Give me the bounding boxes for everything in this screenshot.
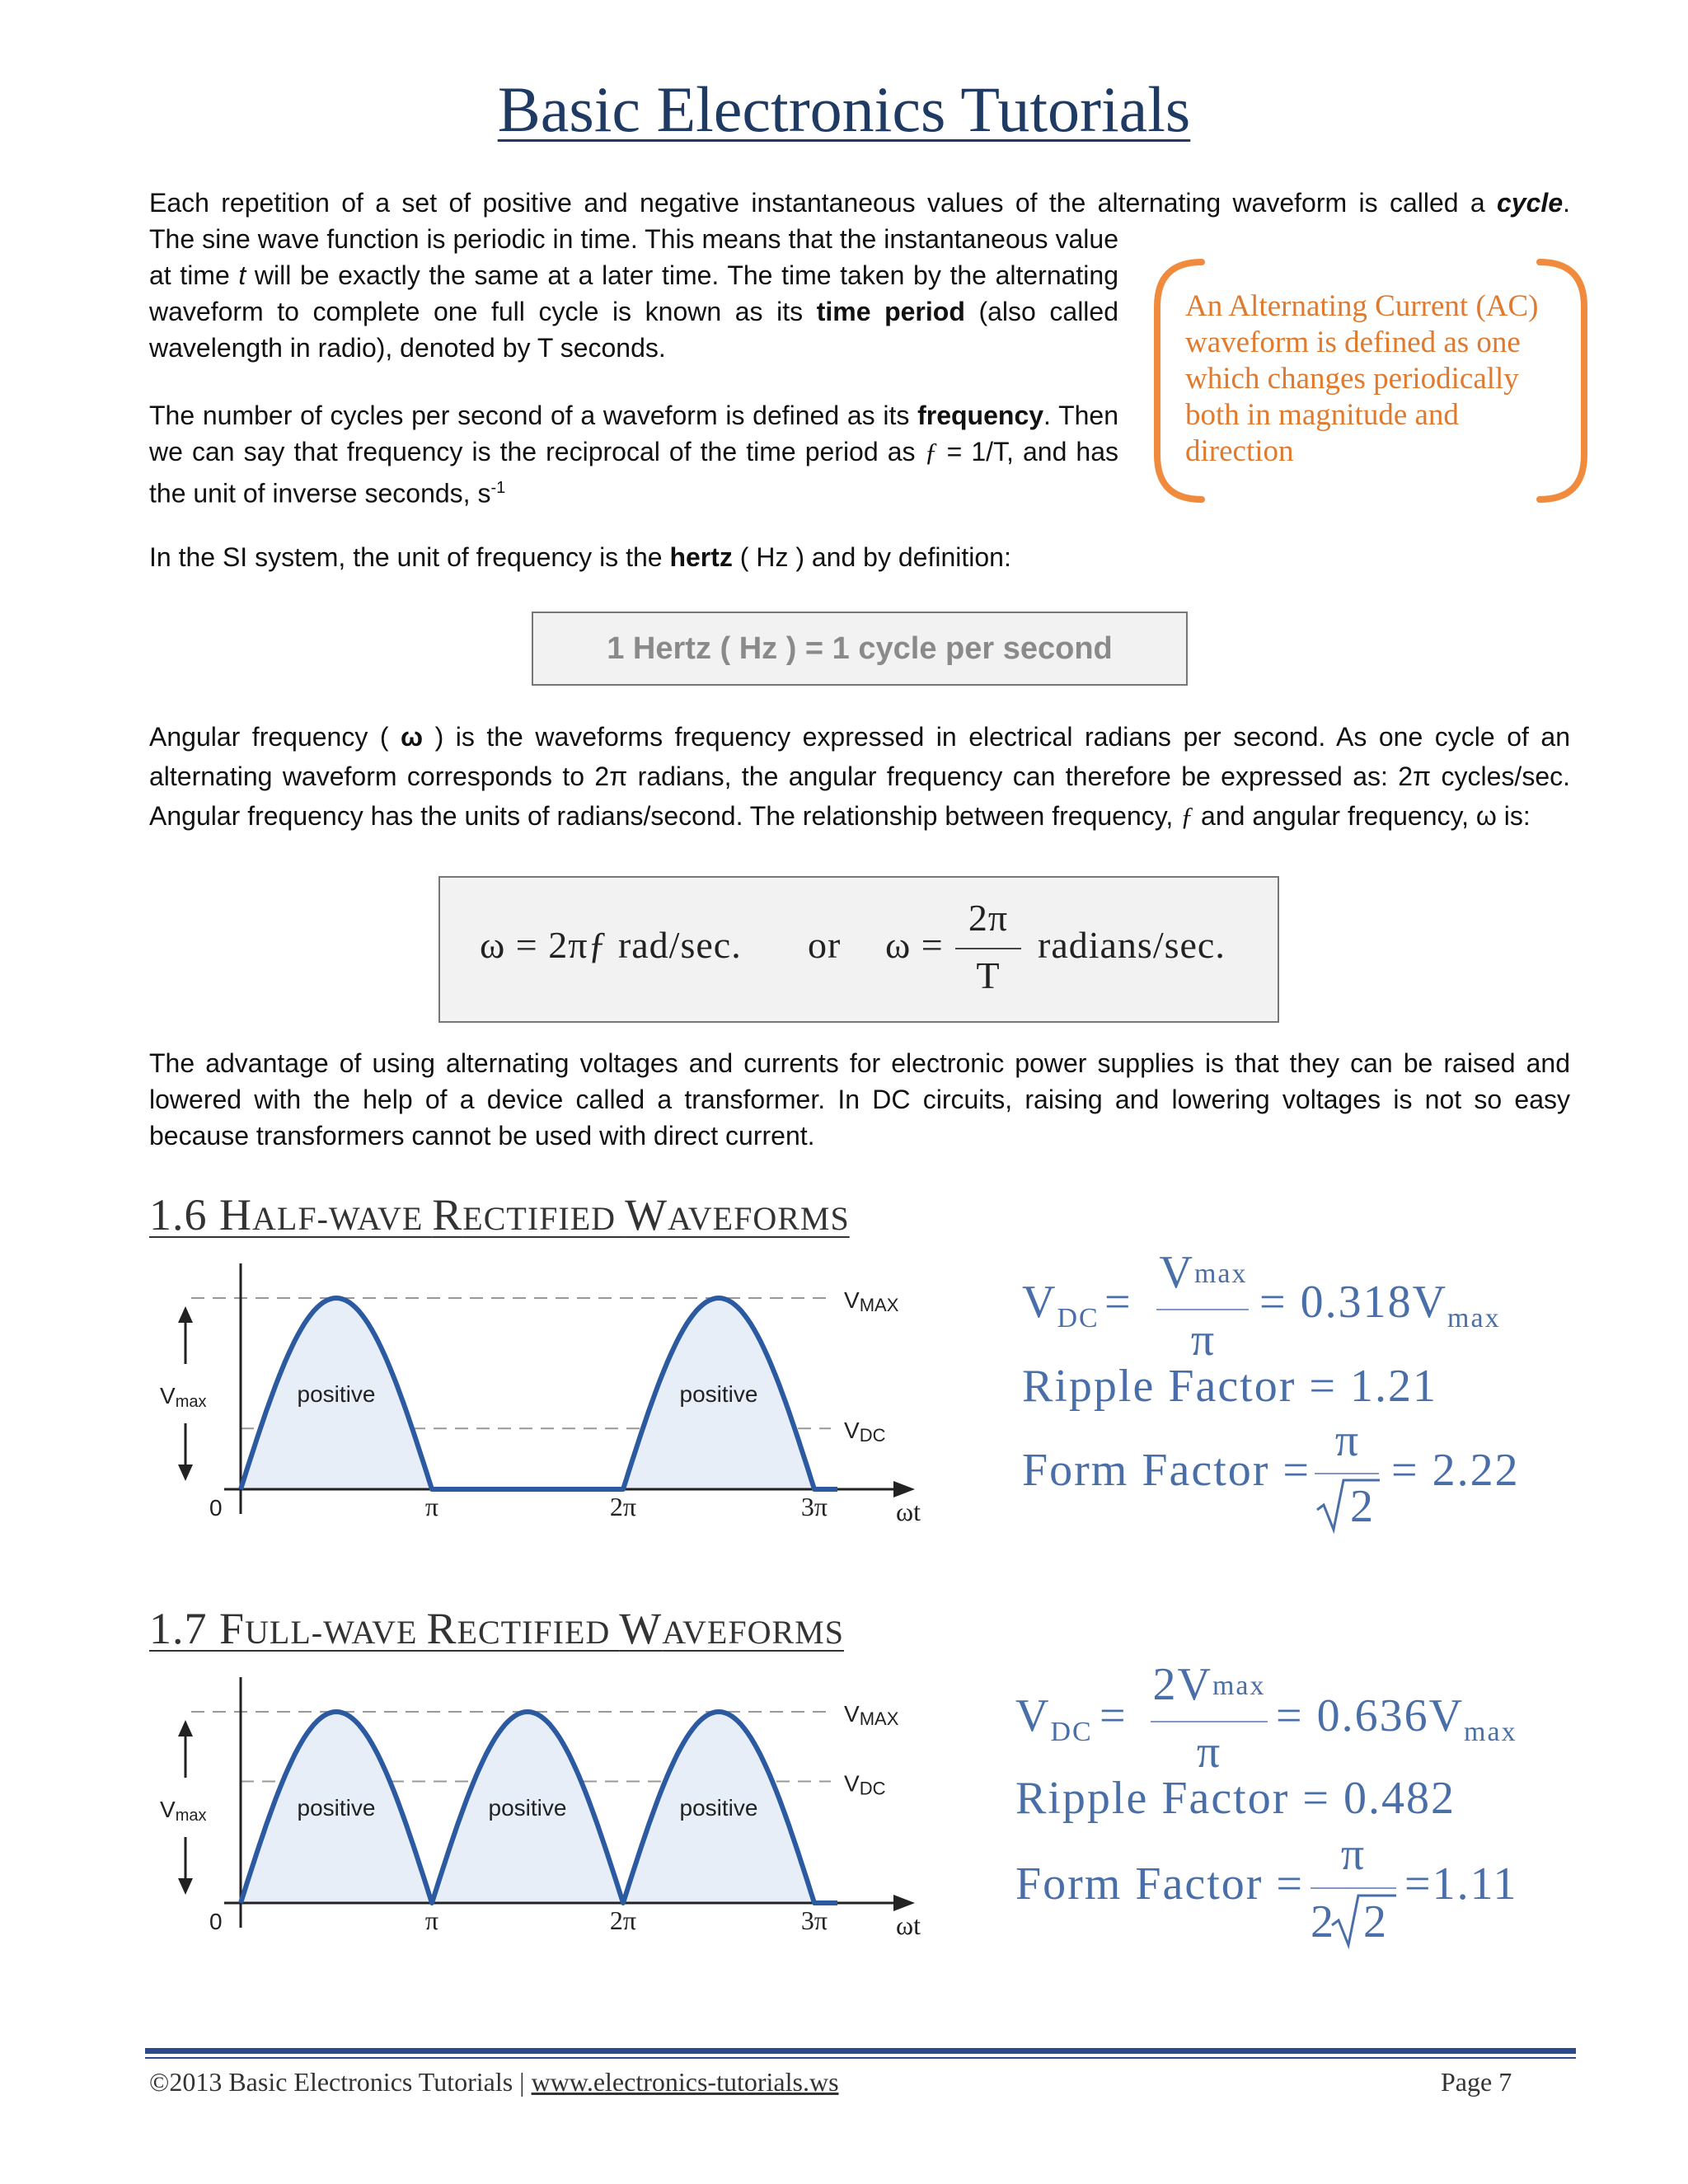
heading-small: ALF-WAVE [252, 1200, 433, 1237]
full-form-denominator: 2 [1363, 1896, 1388, 1947]
lobe-label: positive [297, 1795, 376, 1821]
si-text: ( Hz ) and by definition: [732, 542, 1011, 572]
full-vdc-denominator: π [1196, 1727, 1222, 1778]
intro-text: (also called wavelength in radio), denoted by T seconds. [149, 297, 1119, 363]
full-vdc-equals: = [1100, 1690, 1128, 1741]
section-number: 1.6 [149, 1190, 219, 1240]
half-vdc-equals: = [1104, 1277, 1132, 1328]
vmax-arrowhead-up [178, 1306, 193, 1323]
vdc-label: VDC [844, 1770, 886, 1799]
full-vdc-numerator [1147, 1658, 1271, 1711]
footer-separator: | [513, 2067, 532, 2097]
vmax-arrowhead-up [178, 1720, 193, 1736]
heading-small: ECTIFIED [457, 1614, 620, 1651]
footer-rule [145, 2048, 1576, 2054]
omega-numerator: 2π [968, 897, 1009, 939]
frequency-term: frequency [917, 401, 1044, 430]
hertz-definition-box: 1 Hertz ( Hz ) = 1 cycle per second [532, 612, 1188, 686]
intro-text: Each repetition of a set of positive and negative instantaneous values of the alternating waveform is called a [149, 188, 1498, 218]
si-text: In the SI system, the unit of frequency is the [149, 542, 670, 572]
lobe-label: positive [488, 1795, 567, 1821]
vmax-label-subscript: MAX [859, 1295, 899, 1315]
heading-cap: R [426, 1604, 457, 1653]
footer-left [149, 2067, 839, 2097]
time-variable: t [238, 260, 246, 290]
fraction-bar [1151, 1721, 1268, 1722]
tick-label: π [424, 1905, 439, 1935]
max-subscript: max [175, 1807, 207, 1825]
half-vdc-denominator: π [1190, 1315, 1217, 1366]
footer-link[interactable]: www.electronics-tutorials.ws [531, 2067, 839, 2097]
max-subscript: max [175, 1393, 207, 1411]
heading-small: AVEFORMS [668, 1200, 850, 1237]
full-ripple-factor: Ripple Factor = 0.482 [1015, 1773, 1456, 1824]
vmax-arrowhead-down [178, 1878, 193, 1895]
v-symbol: V [1022, 1277, 1057, 1328]
half-form-rhs: = 2.22 [1391, 1445, 1520, 1496]
origin-label: 0 [209, 1495, 223, 1521]
half-form-factor-lhs: Form Factor = [1022, 1445, 1311, 1496]
full-form-numerator: π [1340, 1829, 1367, 1880]
frequency-text: = 1/T, and has the unit of inverse seconds, s [149, 437, 1119, 509]
half-ripple-factor: Ripple Factor = 1.21 [1022, 1361, 1437, 1412]
omega-equation-box [438, 876, 1279, 1023]
vmax-label-subscript: MAX [859, 1708, 899, 1729]
tick-label: π [424, 1492, 439, 1521]
angular-text: and angular frequency, ω is: [1193, 801, 1531, 831]
heading-cap: F [219, 1604, 246, 1653]
half-form-numerator: π [1334, 1415, 1361, 1466]
vdc-value: = 0.318V [1259, 1277, 1448, 1328]
max-subscript: max [1464, 1717, 1517, 1748]
hertz-term: hertz [669, 542, 733, 572]
dc-subscript: DC [1057, 1303, 1100, 1334]
x-axis-arrow [893, 1895, 915, 1911]
f-symbol: ƒ [924, 437, 938, 466]
heading-cap: R [432, 1190, 463, 1240]
x-axis-label: ωt [896, 1910, 921, 1940]
fraction-bar [1156, 1309, 1249, 1310]
callout-text: An Alternating Current (AC) waveform is defined as one which changes periodically both in magnitude and direction [1185, 289, 1539, 468]
fraction-bar [955, 948, 1021, 949]
vmax-arrowhead-down [178, 1465, 193, 1481]
max-subscript: max [1212, 1671, 1266, 1701]
f-symbol: ƒ [1180, 801, 1194, 831]
frequency-paragraph [149, 397, 1118, 512]
page-number: Page 7 [1441, 2067, 1512, 2097]
tick-label: 2π [609, 1905, 637, 1935]
v-symbol: V [1159, 1247, 1194, 1298]
half-vdc-lhs [1022, 1276, 1100, 1334]
intro-period: . [1563, 188, 1570, 218]
vdc-label-subscript: DC [859, 1778, 886, 1799]
intro-line-1 [149, 185, 1570, 221]
vmax-label: VMAX [844, 1701, 899, 1729]
superscript: -1 [490, 479, 506, 497]
footer-rule-thin [145, 2057, 1576, 2059]
full-form-rhs: =1.11 [1404, 1858, 1518, 1910]
vmax-axis-label: Vmax [160, 1383, 207, 1411]
omega-eq-lhs: ω = [885, 924, 944, 966]
half-form-denominator: 2 [1350, 1481, 1375, 1532]
tick-label: 2π [609, 1492, 637, 1521]
heading-small: ECTIFIED [462, 1200, 626, 1237]
x-axis-label: ωt [896, 1497, 921, 1526]
or-text: or [808, 924, 842, 966]
frequency-text: . Then we can say that frequency is the reciprocal of the time period as [149, 401, 1118, 466]
full-wave-plot [148, 1662, 940, 1943]
omega-denominator: T [976, 954, 1001, 996]
intro-text: The sine wave function is periodic in time. This means that the instantaneous value at time [149, 224, 1118, 290]
origin-label: 0 [209, 1909, 223, 1934]
dc-subscript: DC [1050, 1717, 1093, 1748]
omega-eq-left: ω = 2πƒ rad/sec. [480, 924, 742, 966]
full-vdc-rhs [1276, 1690, 1517, 1748]
vmax-label: VMAX [844, 1287, 899, 1315]
angular-text: Angular frequency ( [149, 722, 401, 752]
copyright-text: ©2013 Basic Electronics Tutorials [149, 2067, 513, 2097]
vdc-value: = 0.636V [1276, 1690, 1465, 1741]
heading-small: ULL-WAVE [245, 1614, 427, 1651]
half-vdc-rhs [1259, 1276, 1501, 1334]
time-period-term: time period [816, 297, 965, 326]
lobe-label: positive [297, 1381, 376, 1407]
si-paragraph [149, 539, 1303, 575]
heading-small: AVEFORMS [662, 1614, 844, 1651]
section-number: 1.7 [149, 1604, 219, 1653]
intro-text: will be exactly the same at a later time. The time taken by the alternating waveform to complete one full cycle is known as its [149, 260, 1119, 326]
max-subscript: max [1447, 1303, 1501, 1334]
fraction-bar [1315, 1473, 1379, 1474]
v-symbol: V [1015, 1690, 1051, 1741]
omega-eq-rhs: radians/sec. [1038, 924, 1226, 966]
heading-cap: W [625, 1190, 668, 1240]
section-heading-half-wave [149, 1189, 850, 1240]
vmax-axis-label: Vmax [160, 1797, 207, 1825]
two-v-symbol: 2V [1152, 1659, 1212, 1710]
cycle-term: cycle [1497, 188, 1564, 218]
section-heading-full-wave [149, 1603, 844, 1654]
heading-cap: W [619, 1604, 663, 1653]
heading-cap: H [219, 1190, 252, 1240]
x-axis-arrow [893, 1481, 915, 1497]
page-title: Basic Electronics Tutorials [497, 73, 1191, 145]
tick-label: 3π [800, 1492, 828, 1521]
lobe-label: positive [679, 1795, 758, 1821]
fraction-bar [1311, 1887, 1396, 1889]
vdc-label: VDC [844, 1418, 886, 1446]
angular-text: ) is the waveforms frequency expressed in electrical radians per second. As one cycle of an alternating waveform corresponds to 2π radians, the angular frequency can therefore be expressed as: 2π cycles/sec. Angular frequency has the units of radians/second. The relationship between frequency, [149, 722, 1571, 831]
lobe-label: positive [679, 1381, 758, 1407]
vdc-label-subscript: DC [859, 1425, 886, 1446]
tick-label: 3π [800, 1905, 828, 1935]
full-form-denominator-coef: 2 [1311, 1896, 1335, 1947]
full-vdc-lhs [1015, 1690, 1093, 1748]
omega-symbol: ω [401, 722, 424, 752]
angular-paragraph [149, 717, 1570, 836]
frequency-text: The number of cycles per second of a waveform is defined as its [149, 401, 918, 430]
full-form-factor-lhs: Form Factor = [1015, 1858, 1304, 1910]
half-wave-plot [148, 1249, 940, 1529]
intro-paragraph [149, 221, 1118, 366]
max-subscript: max [1193, 1258, 1248, 1289]
advantage-paragraph: The advantage of using alternating voltages and currents for electronic power supplies is that they can be raised and lowered with the help of a device called a transformer. In DC circuits, raising and lowering voltages is not so easy because transformers cannot be used with direct current. [149, 1048, 1570, 1151]
half-vdc-numerator [1154, 1246, 1253, 1299]
